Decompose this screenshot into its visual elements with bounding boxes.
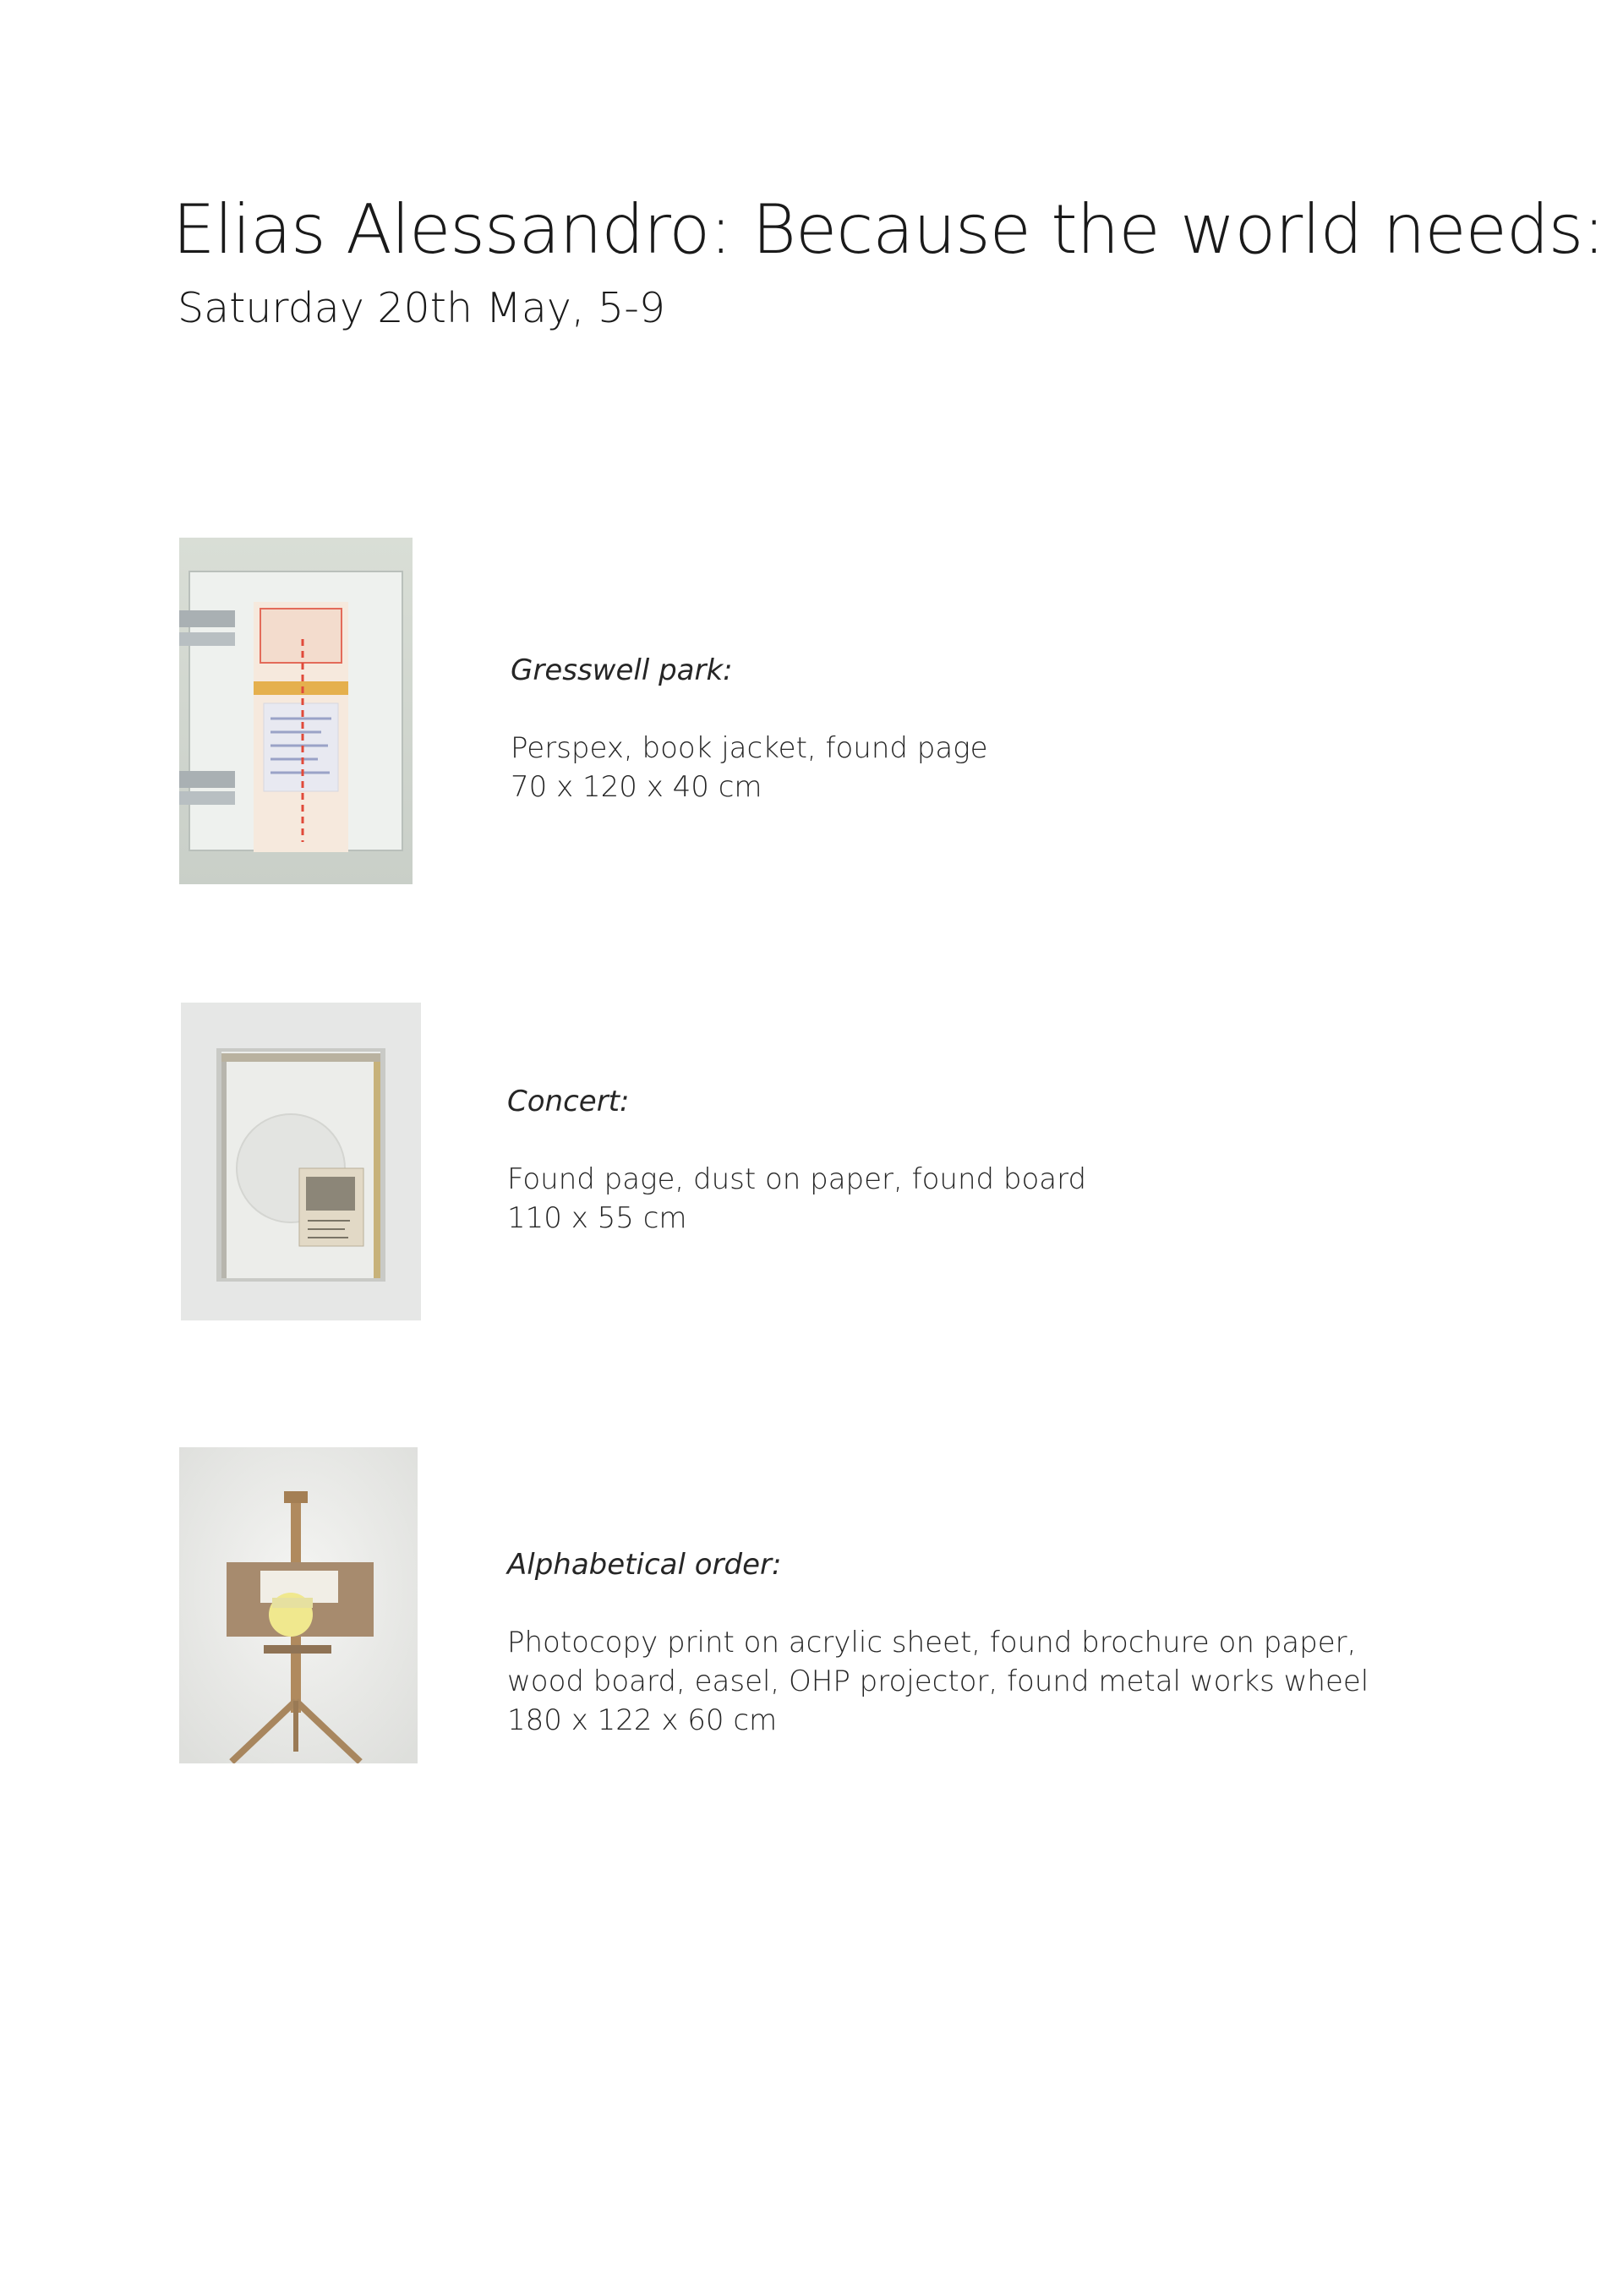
artwork-title: Concert: — [507, 1085, 630, 1118]
artwork-dimensions: 110 x 55 cm — [507, 1201, 687, 1235]
perspex-sculpture-photo — [179, 538, 413, 884]
artwork-materials: wood board, easel, OHP projector, found metal works wheel — [507, 1665, 1369, 1698]
artwork-dimensions: 70 x 120 x 40 cm — [511, 770, 762, 804]
page-title: Elias Alessandro: Because the world needs: — [172, 190, 1605, 269]
artwork-materials: Photocopy print on acrylic sheet, found brochure on paper, — [507, 1626, 1357, 1659]
artwork-materials: Perspex, book jacket, found page — [511, 731, 988, 765]
event-date: Saturday 20th May, 5-9 — [178, 284, 666, 332]
artwork-title: Alphabetical order: — [507, 1548, 782, 1582]
framed-board-photo — [181, 1003, 421, 1320]
easel-installation-photo — [179, 1447, 418, 1763]
artwork-materials: Found page, dust on paper, found board — [507, 1162, 1087, 1196]
artwork-title: Gresswell park: — [511, 653, 733, 687]
artwork-dimensions: 180 x 122 x 60 cm — [507, 1703, 778, 1737]
